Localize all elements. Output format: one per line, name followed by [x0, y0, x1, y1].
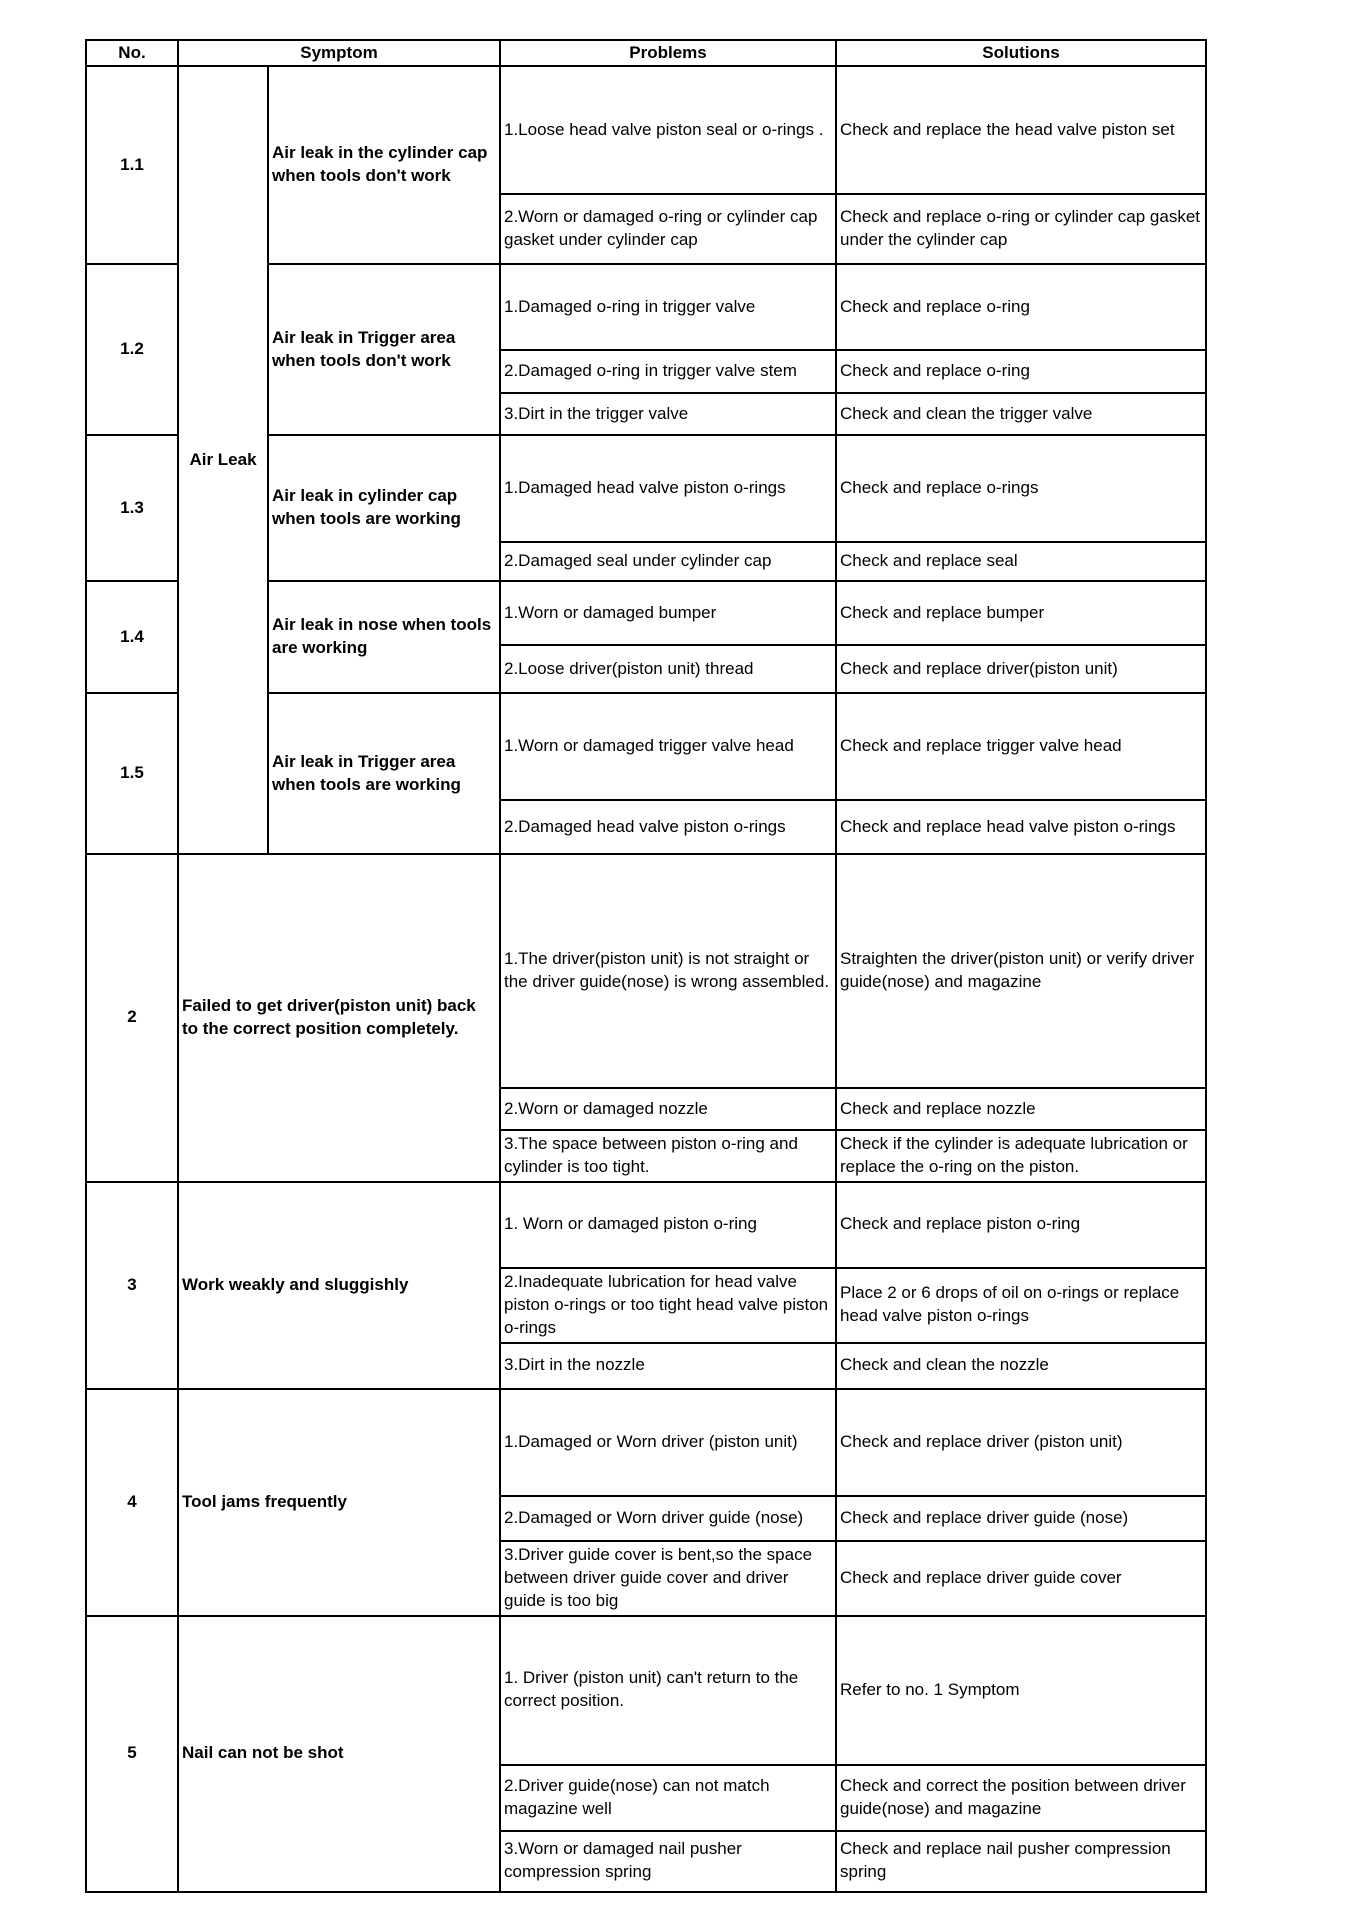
solution-cell: Check and replace driver guide cover	[836, 1541, 1206, 1616]
row-number: 1.1	[86, 66, 178, 264]
table-body	[86, 66, 1206, 1892]
solution-cell: Check and replace piston o-ring	[836, 1182, 1206, 1268]
problem-cell: 3.Worn or damaged nail pusher compression spring	[500, 1831, 836, 1892]
solution-cell: Check and replace driver (piston unit)	[836, 1389, 1206, 1496]
row-number: 1.2	[86, 264, 178, 435]
solution-cell: Check and clean the nozzle	[836, 1343, 1206, 1389]
header-solutions: Solutions	[836, 40, 1206, 66]
solution-cell: Check and correct the position between driver guide(nose) and magazine	[836, 1765, 1206, 1831]
symptom-cell: Air leak in the cylinder cap when tools don't work	[268, 66, 500, 264]
problem-cell: 1.Worn or damaged bumper	[500, 581, 836, 645]
problem-cell: 2.Damaged or Worn driver guide (nose)	[500, 1496, 836, 1541]
solution-cell: Straighten the driver(piston unit) or verify driver guide(nose) and magazine	[836, 854, 1206, 1088]
problem-cell: 2.Worn or damaged nozzle	[500, 1088, 836, 1130]
problem-cell: 2.Inadequate lubrication for head valve piston o-rings or too tight head valve piston o-rings	[500, 1268, 836, 1343]
problem-cell: 2.Damaged head valve piston o-rings	[500, 800, 836, 854]
solution-cell: Check and replace head valve piston o-rings	[836, 800, 1206, 854]
table-row	[86, 1182, 1206, 1268]
header-no: No.	[86, 40, 178, 66]
solution-cell: Check if the cylinder is adequate lubrication or replace the o-ring on the piston.	[836, 1130, 1206, 1182]
problem-cell: 1.Damaged head valve piston o-rings	[500, 435, 836, 542]
problem-cell: 1. Worn or damaged piston o-ring	[500, 1182, 836, 1268]
solution-cell: Check and replace the head valve piston set	[836, 66, 1206, 194]
category-air-leak: Air Leak	[178, 66, 268, 854]
table-row	[86, 1389, 1206, 1496]
problem-cell: 2.Worn or damaged o-ring or cylinder cap gasket under cylinder cap	[500, 194, 836, 264]
solution-cell: Check and replace o-ring or cylinder cap gasket under the cylinder cap	[836, 194, 1206, 264]
symptom-cell: Air leak in nose when tools are working	[268, 581, 500, 693]
solution-cell: Refer to no. 1 Symptom	[836, 1616, 1206, 1765]
row-number: 1.3	[86, 435, 178, 581]
solution-cell: Check and replace o-ring	[836, 264, 1206, 350]
symptom-cell: Air leak in Trigger area when tools don't work	[268, 264, 500, 435]
problem-cell: 1.Damaged o-ring in trigger valve	[500, 264, 836, 350]
symptom-cell: Air leak in cylinder cap when tools are working	[268, 435, 500, 581]
row-number: 1.4	[86, 581, 178, 693]
table-row	[86, 66, 1206, 194]
symptom-cell: Work weakly and sluggishly	[178, 1182, 500, 1389]
problem-cell: 3.Driver guide cover is bent,so the space between driver guide cover and driver guide is too big	[500, 1541, 836, 1616]
solution-cell: Check and replace bumper	[836, 581, 1206, 645]
problem-cell: 2.Driver guide(nose) can not match magazine well	[500, 1765, 836, 1831]
solution-cell: Check and replace driver guide (nose)	[836, 1496, 1206, 1541]
problem-cell: 2.Loose driver(piston unit) thread	[500, 645, 836, 693]
problem-cell: 3.The space between piston o-ring and cylinder is too tight.	[500, 1130, 836, 1182]
problem-cell: 2.Damaged seal under cylinder cap	[500, 542, 836, 581]
solution-cell: Check and replace driver(piston unit)	[836, 645, 1206, 693]
solution-cell: Check and replace o-ring	[836, 350, 1206, 393]
header-problems: Problems	[500, 40, 836, 66]
row-number: 2	[86, 854, 178, 1182]
header-row	[86, 40, 1206, 66]
row-number: 5	[86, 1616, 178, 1892]
row-number: 3	[86, 1182, 178, 1389]
solution-cell: Check and replace o-rings	[836, 435, 1206, 542]
solution-cell: Check and replace trigger valve head	[836, 693, 1206, 800]
problem-cell: 1.The driver(piston unit) is not straight or the driver guide(nose) is wrong assembled.	[500, 854, 836, 1088]
solution-cell: Check and replace nail pusher compression spring	[836, 1831, 1206, 1892]
symptom-cell: Nail can not be shot	[178, 1616, 500, 1892]
solution-cell: Place 2 or 6 drops of oil on o-rings or replace head valve piston o-rings	[836, 1268, 1206, 1343]
symptom-cell: Air leak in Trigger area when tools are working	[268, 693, 500, 854]
table-row	[86, 1616, 1206, 1765]
problem-cell: 3.Dirt in the nozzle	[500, 1343, 836, 1389]
symptom-cell: Failed to get driver(piston unit) back to the correct position completely.	[178, 854, 500, 1182]
problem-cell: 3.Dirt in the trigger valve	[500, 393, 836, 435]
header-symptom: Symptom	[178, 40, 500, 66]
solution-cell: Check and replace seal	[836, 542, 1206, 581]
problem-cell: 1. Driver (piston unit) can't return to the correct position.	[500, 1616, 836, 1765]
symptom-cell: Tool jams frequently	[178, 1389, 500, 1616]
problem-cell: 2.Damaged o-ring in trigger valve stem	[500, 350, 836, 393]
solution-cell: Check and clean the trigger valve	[836, 393, 1206, 435]
troubleshooting-table	[85, 39, 1207, 1893]
solution-cell: Check and replace nozzle	[836, 1088, 1206, 1130]
problem-cell: 1.Damaged or Worn driver (piston unit)	[500, 1389, 836, 1496]
row-number: 4	[86, 1389, 178, 1616]
problem-cell: 1.Loose head valve piston seal or o-rings .	[500, 66, 836, 194]
table-row	[86, 854, 1206, 1088]
row-number: 1.5	[86, 693, 178, 854]
problem-cell: 1.Worn or damaged trigger valve head	[500, 693, 836, 800]
